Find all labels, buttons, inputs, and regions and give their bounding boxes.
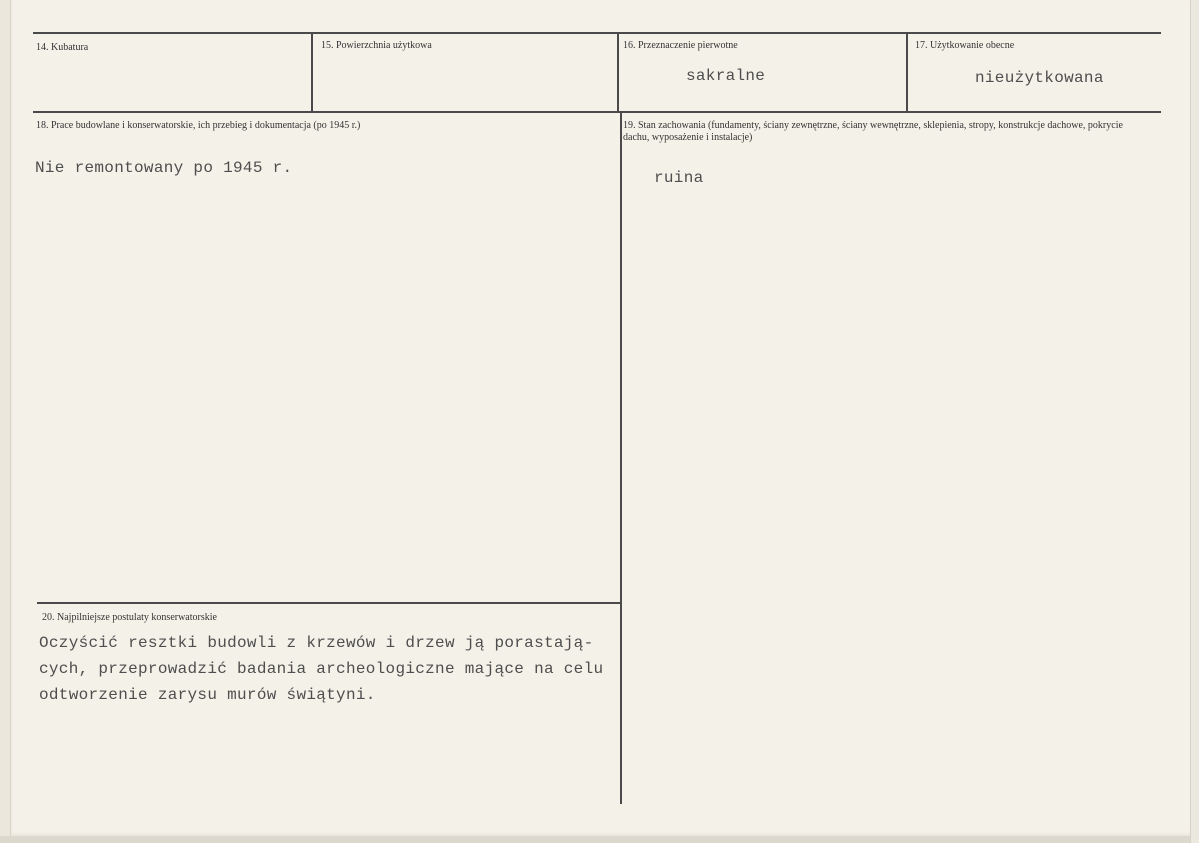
divider-14-15 <box>311 32 313 112</box>
sheet-bottom-edge <box>0 836 1199 843</box>
field-19-label: 19. Stan zachowania (fundamenty, ściany zewnętrzne, ściany wewnętrzne, sklepienia, stropy, konstrukcje dachowe, pokrycie dachu, wyposażenie i instalacje) <box>623 120 1123 143</box>
field-19-value: ruina <box>654 169 704 187</box>
top-rule <box>33 32 1161 34</box>
field-17-value: nieużytkowana <box>975 69 1104 87</box>
divider-left-right <box>620 111 622 804</box>
middle-rule <box>33 111 1161 113</box>
field-20-line-3: odtworzenie zarysu murów świątyni. <box>39 686 376 704</box>
field-16-label: 16. Przeznaczenie pierwotne <box>623 40 738 51</box>
divider-15-16 <box>617 32 619 112</box>
field-18-value: Nie remontowany po 1945 r. <box>35 159 293 177</box>
divider-16-17 <box>906 32 908 112</box>
field-20-label: 20. Najpilniejsze postulaty konserwatorskie <box>42 612 217 623</box>
field-15-label: 15. Powierzchnia użytkowa <box>321 40 432 51</box>
field-17-label: 17. Użytkowanie obecne <box>915 40 1015 51</box>
field-20-line-1: Oczyścić resztki budowli z krzewów i drzew ją porastają- <box>39 634 594 652</box>
postulates-rule <box>37 602 621 604</box>
field-14-label: 14. Kubatura <box>36 42 89 53</box>
field-20-line-2: cych, przeprowadzić badania archeologiczne mające na celu <box>39 660 604 678</box>
field-18-label: 18. Prace budowlane i konserwatorskie, ich przebieg i dokumentacja (po 1945 r.) <box>36 120 361 131</box>
sheet-right-edge <box>1190 0 1199 843</box>
field-20-value <box>39 630 603 708</box>
field-16-value: sakralne <box>686 67 766 85</box>
